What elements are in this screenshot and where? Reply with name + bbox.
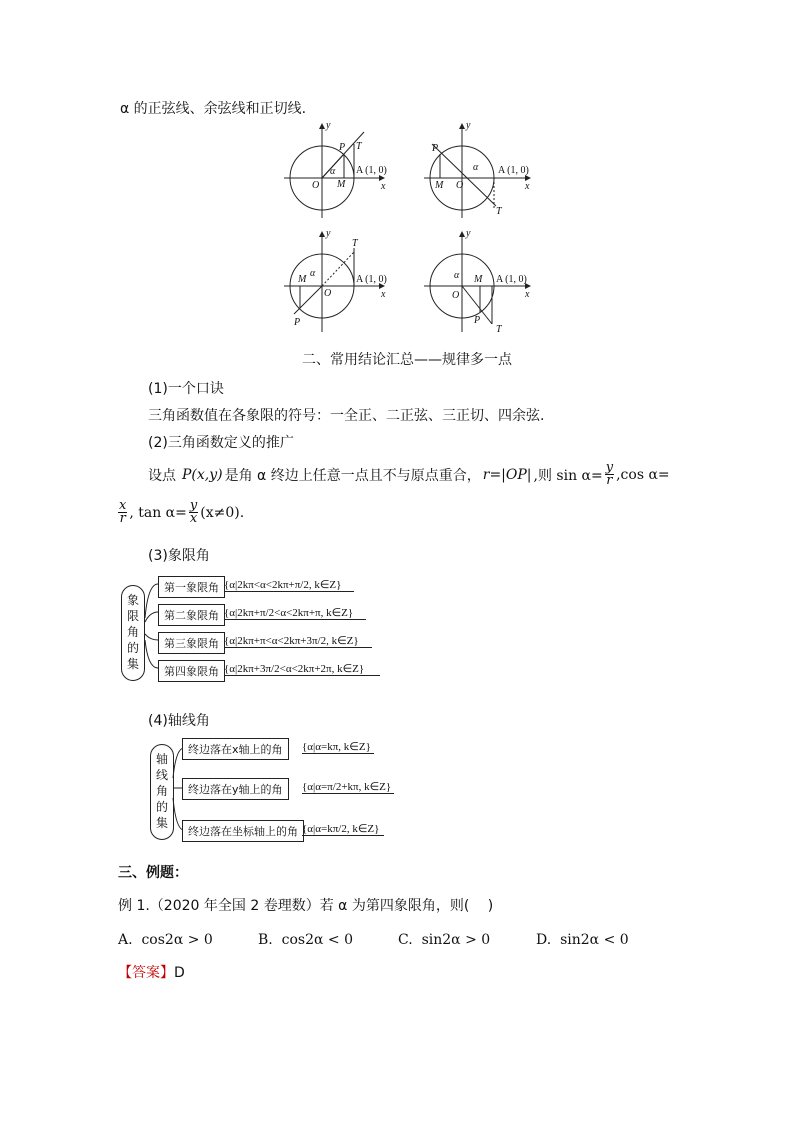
svg-text:M: M: [298, 274, 307, 285]
svg-text:x: x: [525, 181, 530, 192]
svg-text:T: T: [496, 206, 502, 217]
quadrant-row-1-set: {α|2kπ<α<2kπ+π/2, k∈Z}: [224, 578, 354, 592]
svg-text:x: x: [381, 289, 386, 300]
quadrant-row-3-name: 第三象限角: [158, 632, 225, 654]
unit-circle-diagrams: [280, 118, 550, 338]
svg-text:P: P: [432, 143, 439, 154]
svg-text:O: O: [452, 290, 460, 301]
axis-group-label: 轴 线 角 的 集: [150, 744, 174, 840]
intro-line: α 的正弦线、余弦线和正切线.: [120, 101, 307, 117]
svg-text:x: x: [381, 181, 386, 192]
axis-row-3-set: {α|α=kπ/2, k∈Z}: [302, 822, 384, 836]
svg-text:M: M: [474, 274, 483, 285]
svg-text:y: y: [466, 120, 471, 131]
axis-row-2-name: 终边落在y轴上的角: [182, 778, 289, 800]
axis-row-1-name: 终边落在x轴上的角: [182, 738, 289, 760]
item4-heading: (4)轴线角: [148, 713, 210, 729]
svg-text:M: M: [337, 179, 346, 190]
svg-text:O: O: [312, 180, 320, 191]
quadrant-row-3-set: {α|2kπ+π<α<2kπ+3π/2, k∈Z}: [224, 634, 372, 648]
axis-row-1-set: {α|α=kπ, k∈Z}: [302, 740, 374, 754]
example1-question: 例 1.（2020 年全国 2 卷理数）若 α 为第四象限角，则( ): [118, 898, 494, 914]
definition-line: 设点 P(x,y) 是角 α 终边上任意一点且不与原点重合， r=|OP| ,则 sin α= $\frac{y}{r}$ ,cos α=: [148, 460, 670, 488]
svg-text:O: O: [324, 288, 332, 299]
label-y: y: [326, 120, 331, 131]
section2-title: 二、常用结论汇总——规律多一点: [302, 352, 512, 368]
axis-row-2-set: {α|α=π/2+kπ, k∈Z}: [302, 780, 394, 794]
option-d: D. sin2α < 0: [536, 932, 629, 948]
svg-text:y: y: [326, 228, 331, 239]
svg-text:x: x: [525, 289, 530, 300]
svg-text:A (1, 0): A (1, 0): [356, 274, 387, 285]
svg-text:y: y: [466, 228, 471, 239]
option-b: B. cos2α < 0: [258, 932, 354, 948]
svg-text:α: α: [310, 268, 316, 279]
svg-text:A (1, 0): A (1, 0): [496, 274, 527, 285]
svg-text:A (1, 0): A (1, 0): [356, 165, 387, 176]
svg-text:α: α: [330, 166, 336, 177]
svg-text:α: α: [473, 162, 479, 173]
item3-heading: (3)象限角: [148, 548, 210, 564]
section3-title: 三、例题：: [118, 865, 188, 881]
option-a: A. cos2α > 0: [118, 932, 213, 948]
svg-text:T: T: [352, 238, 358, 249]
svg-text:A (1, 0): A (1, 0): [498, 165, 529, 176]
item1-heading: (1)一个口诀: [148, 381, 224, 397]
item2-heading: (2)三角函数定义的推广: [148, 435, 294, 451]
svg-text:M: M: [435, 180, 444, 191]
option-c: C. sin2α > 0: [398, 932, 491, 948]
quadrant-row-4-set: {α|2kπ+3π/2<α<2kπ+2π, k∈Z}: [224, 662, 380, 676]
svg-text:P: P: [474, 315, 481, 326]
svg-text:T: T: [496, 324, 502, 335]
quadrant-row-2-name: 第二象限角: [158, 604, 225, 626]
frac-y-r: $\frac{y}{r}$: [605, 460, 614, 488]
quadrant-row-1-name: 第一象限角: [158, 576, 225, 598]
definition-line-2: $\frac{x}{r}$ , tan α= $\frac{y}{x}$ (x≠0).: [119, 498, 245, 526]
item1-text: 三角函数值在各象限的符号：一全正、二正弦、三正切、四余弦.: [148, 408, 545, 424]
quadrant-group-label: 象 限 角 的 集: [121, 585, 145, 681]
svg-text:P: P: [294, 317, 301, 328]
quadrant-row-4-name: 第四象限角: [158, 660, 225, 682]
svg-text:O: O: [456, 180, 464, 191]
svg-text:P: P: [339, 142, 346, 153]
answer-line: 【答案】D: [118, 965, 185, 981]
svg-text:T: T: [356, 141, 362, 152]
quadrant-row-2-set: {α|2kπ+π/2<α<2kπ+π, k∈Z}: [224, 606, 366, 620]
svg-text:α: α: [454, 270, 460, 281]
axis-row-3-name: 终边落在坐标轴上的角: [182, 820, 304, 842]
